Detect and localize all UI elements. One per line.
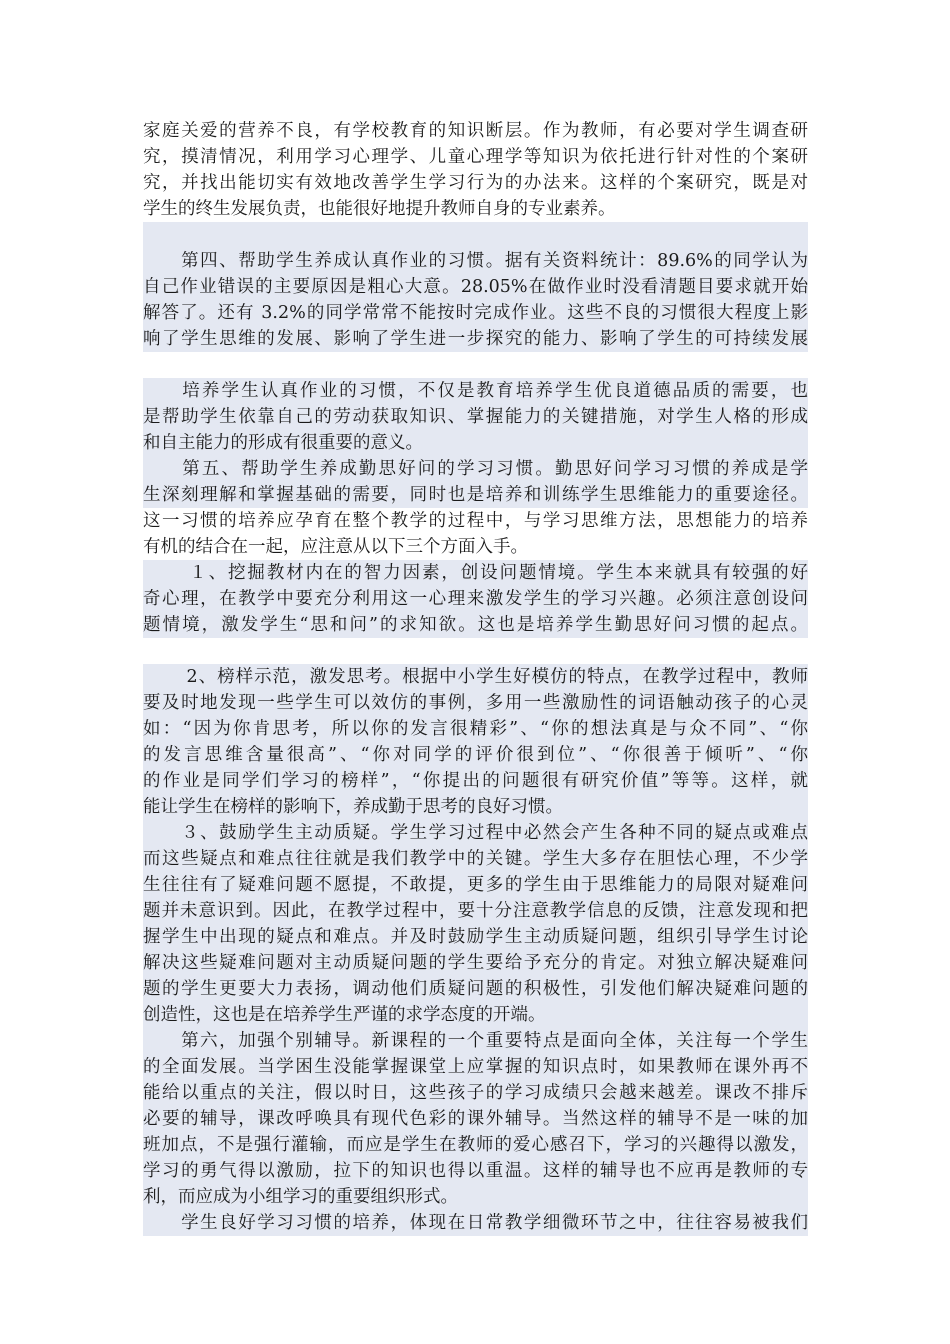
text-line: 响了学生思维的发展、影响了学生进一步探究的能力、影响了学生的可持续发展 (143, 326, 808, 352)
text-line: 解答了。还有 3.2%的同学常常不能按时完成作业。这些不良的习惯很大程度上影 (143, 300, 808, 326)
text-line: 究，摸清情况，利用学习心理学、儿童心理学等知识为依托进行针对性的个案研 (143, 147, 808, 167)
text-line: 要及时地发现一些学生可以效仿的事例，多用一些激励性的词语触动孩子的心灵 (143, 690, 808, 716)
text-line: 第六，加强个别辅导。新课程的一个重要特点是面向全体，关注每一个学生 (143, 1028, 808, 1054)
text-line: 有机的结合在一起，应注意从以下三个方面入手。 (143, 537, 528, 557)
text-line: 的发言思维含量很高”、“你对同学的评价很到位”、“你很善于倾听”、“你 (143, 742, 808, 768)
text-line: 如：“因为你肯思考，所以你的发言很精彩”、“你的想法真是与众不同”、“你 (143, 716, 808, 742)
blank-line (143, 638, 808, 664)
text-line: 第五、帮助学生养成勤思好问的学习习惯。勤思好问学习习惯的养成是学 (143, 456, 808, 482)
text-line: １、挖掘教材内在的智力因素，创设问题情境。学生本来就具有较强的好 (143, 560, 808, 586)
text-line: 生往往有了疑难问题不愿提，不敢提，更多的学生由于思维能力的局限对疑难问 (143, 872, 808, 898)
text-line: 自己作业错误的主要原因是粗心大意。28.05%在做作业时没看清题目要求就开始 (143, 274, 808, 300)
text-line: 奇心理，在教学中要充分利用这一心理来激发学生的学习兴趣。必须注意创设问 (143, 586, 808, 612)
text-line: 第四、帮助学生养成认真作业的习惯。据有关资料统计：89.6%的同学认为 (143, 248, 808, 274)
blank-line (143, 352, 808, 378)
text-line: 题的学生更要大力表扬，调动他们质疑问题的积极性，引发他们解决疑难问题的 (143, 976, 808, 1002)
text-line: 学生的终生发展负责，也能很好地提升教师自身的专业素养。 (143, 199, 616, 219)
text-line: 2、榜样示范，激发思考。根据中小学生好模仿的特点，在教学过程中，教师 (143, 664, 808, 690)
document-body (143, 118, 808, 1236)
text-line: 是帮助学生依靠自己的劳动获取知识、掌握能力的关键措施，对学生人格的形成 (143, 404, 808, 430)
text-line: ３、鼓励学生主动质疑。学生学习过程中必然会产生各种不同的疑点或难点 (143, 820, 808, 846)
text-line: 利，而应成为小组学习的重要组织形式。 (143, 1184, 808, 1210)
text-line: 家庭关爱的营养不良，有学校教育的知识断层。作为教师，有必要对学生调查研 (143, 121, 808, 141)
text-line: 学生良好学习习惯的培养，体现在日常教学细微环节之中，往往容易被我们 (143, 1210, 808, 1236)
text-line: 解决这些疑难问题对主动质疑问题的学生要给予充分的肯定。对独立解决疑难问 (143, 950, 808, 976)
text-line: 培养学生认真作业的习惯，不仅是教育培养学生优良道德品质的需要，也 (143, 378, 808, 404)
text-line: 能给以重点的关注，假以时日，这些孩子的学习成绩只会越来越差。课改不排斥 (143, 1080, 808, 1106)
text-line: 生深刻理解和掌握基础的需要，同时也是培养和训练学生思维能力的重要途径。 (143, 482, 808, 508)
text-line: 究，并找出能切实有效地改善学生学习行为的办法来。这样的个案研究，既是对 (143, 173, 808, 193)
text-line: 班加点，不是强行灌输，而应是学生在教师的爱心感召下，学习的兴趣得以激发， (143, 1132, 808, 1158)
text-line: 学习的勇气得以激励，拉下的知识也得以重温。这样的辅导也不应再是教师的专 (143, 1158, 808, 1184)
text-line: 的全面发展。当学困生没能掌握课堂上应掌握的知识点时，如果教师在课外再不 (143, 1054, 808, 1080)
text-line: 握学生中出现的疑点和难点。并及时鼓励学生主动质疑问题，组织引导学生讨论 (143, 924, 808, 950)
text-line: 题并未意识到。因此，在教学过程中，要十分注意教学信息的反馈，注意发现和把 (143, 898, 808, 924)
text-line: 的作业是同学们学习的榜样”，“你提出的问题很有研究价值”等等。这样，就 (143, 768, 808, 794)
text-line: 和自主能力的形成有很重要的意义。 (143, 430, 808, 456)
text-line: 创造性，这也是在培养学生严谨的求学态度的开端。 (143, 1002, 808, 1028)
blank-line (143, 222, 808, 248)
text-line: 能让学生在榜样的影响下，养成勤于思考的良好习惯。 (143, 794, 808, 820)
text-line: 而这些疑点和难点往往就是我们教学中的关键。学生大多存在胆怯心理，不少学 (143, 846, 808, 872)
text-line: 必要的辅导，课改呼唤具有现代色彩的课外辅导。当然这样的辅导不是一味的加 (143, 1106, 808, 1132)
text-line: 这一习惯的培养应孕育在整个教学的过程中，与学习思维方法，思想能力的培养 (143, 511, 808, 531)
text-line: 题情境，激发学生“思和问”的求知欲。这也是培养学生勤思好问习惯的起点。 (143, 612, 808, 638)
